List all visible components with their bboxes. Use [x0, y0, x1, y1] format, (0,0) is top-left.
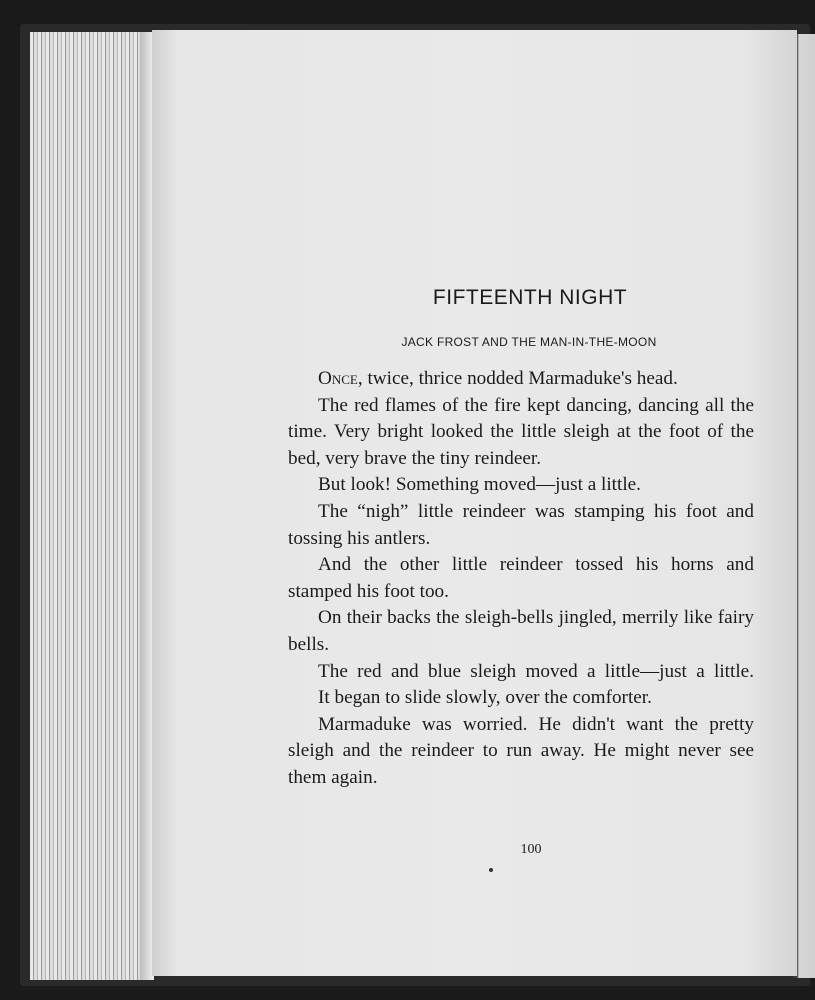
paragraph-text: , twice, thrice nodded Marmaduke's head.: [357, 368, 678, 389]
paragraph-text: But look! Something moved—just a little.: [318, 474, 641, 496]
paragraph-text: On their backs the sleigh-bells jingled, merrily like fairy bells.: [288, 607, 754, 655]
paragraph-text: It began to slide slowly, over the comforter.: [318, 687, 652, 709]
chapter-title: FIFTEENTH NIGHT: [432, 286, 628, 309]
chapter-subtitle: JACK FROST AND THE MAN-IN-THE-MOON: [401, 335, 657, 349]
paragraph-text: The red flames of the fire kept dancing, dancing all the time. Very bright looked the little sleigh at the foot of the bed, very brave the tiny reindeer.: [288, 394, 754, 469]
paragraph: [288, 605, 754, 658]
paragraph: [288, 499, 754, 552]
paragraph: [288, 393, 754, 473]
paragraph: [288, 366, 754, 393]
paragraph-lead: Once: [318, 368, 358, 389]
paragraph-text: Marmaduke was worried. He didn't want the pretty sleigh and the reindeer to run away. He might never see them again.: [288, 713, 754, 788]
paragraph: [288, 472, 754, 499]
paragraph-text: And the other little reindeer tossed his horns and stamped his foot too.: [288, 554, 754, 602]
paragraph: [288, 712, 754, 792]
paragraph: [288, 685, 754, 712]
ink-speck: [489, 868, 493, 872]
paragraph-text: The red and blue sleigh moved a little—just a little.: [318, 660, 754, 682]
paragraph: [288, 659, 754, 686]
paragraph: [288, 552, 754, 605]
page-number: 100: [520, 842, 542, 857]
page-edges: [30, 32, 154, 980]
book-page: [152, 30, 797, 976]
paragraph-text: The “nigh” little reindeer was stamping his foot and tossing his antlers.: [288, 500, 754, 549]
page-text: [288, 286, 754, 857]
